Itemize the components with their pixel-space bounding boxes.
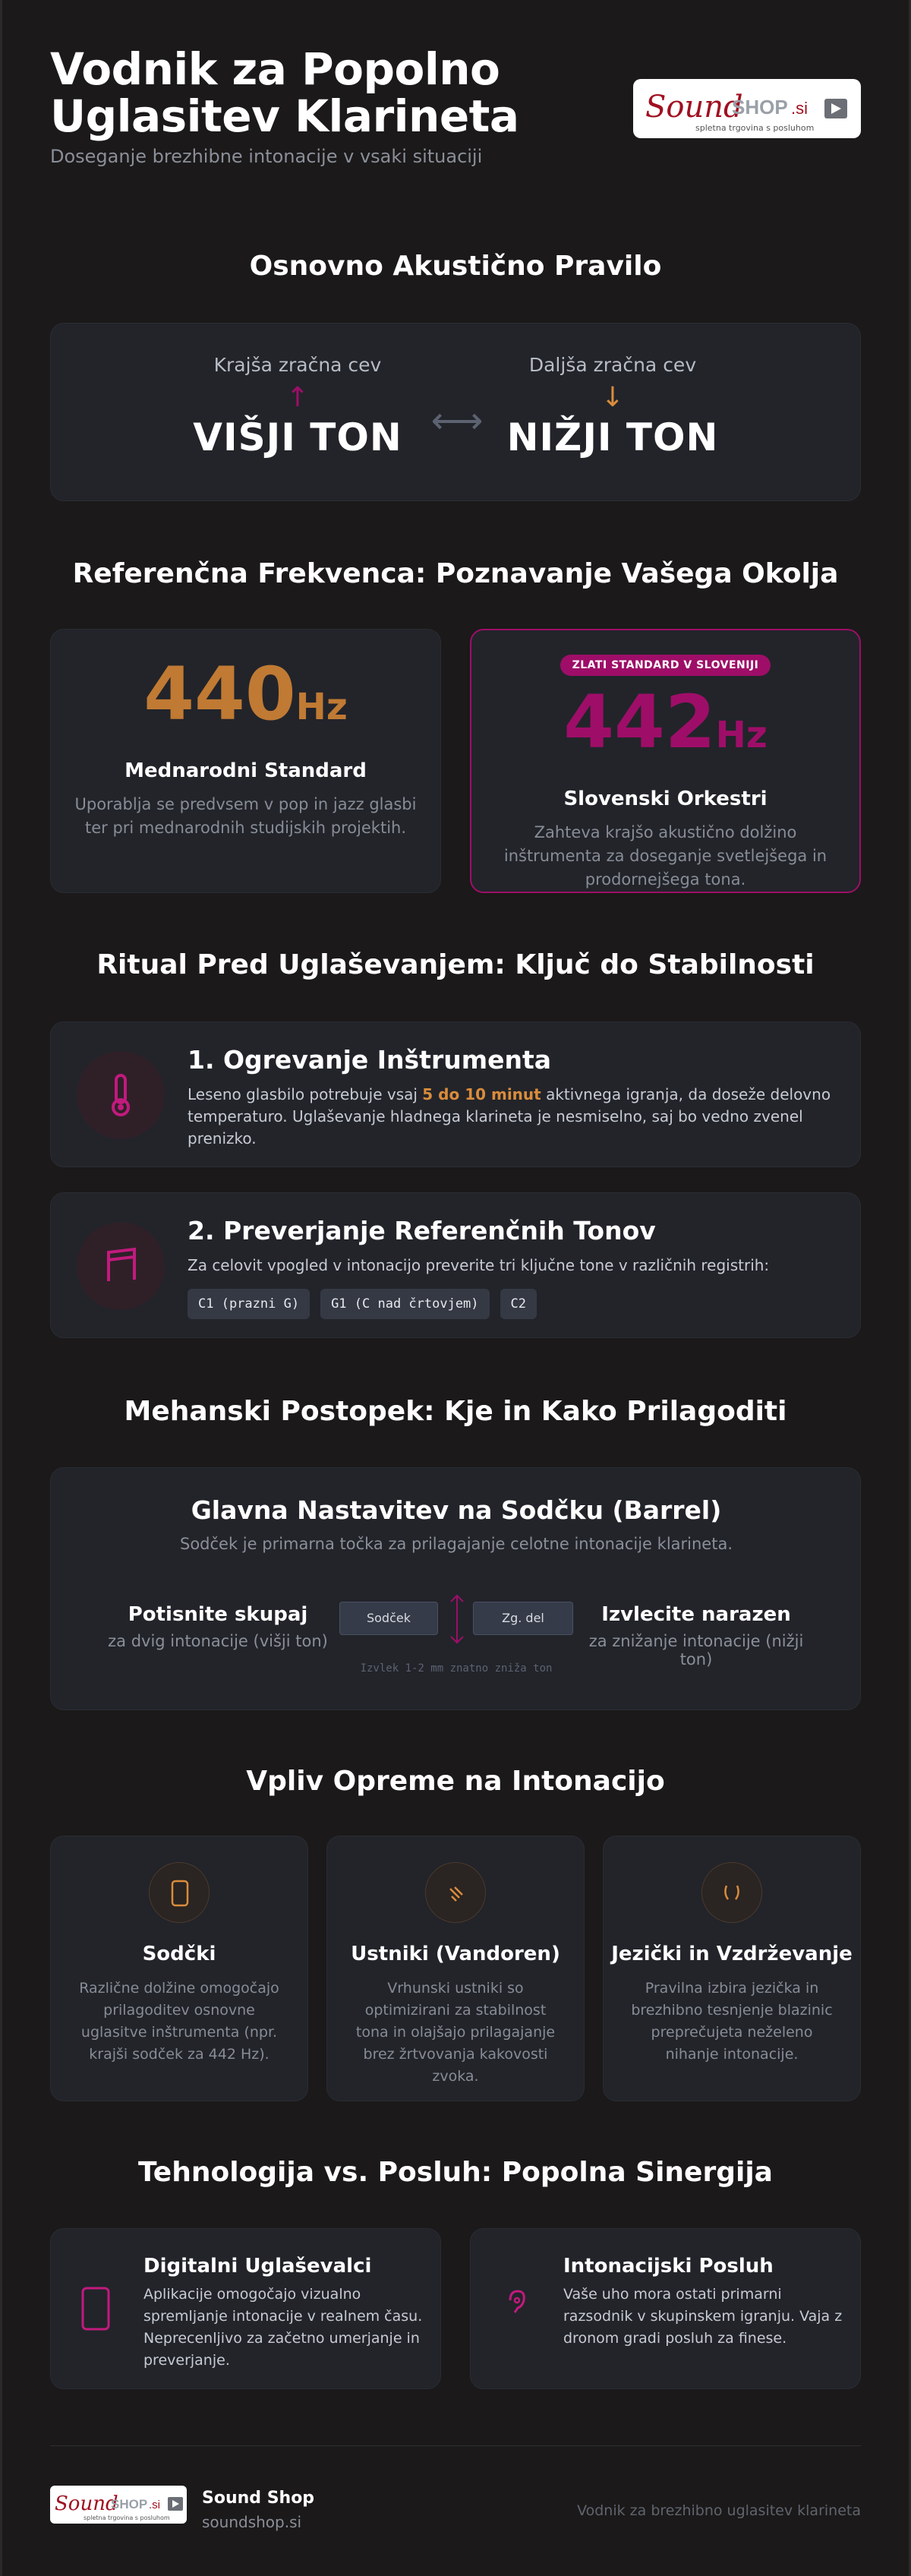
equipment-title-1: Ustniki (Vandoren) [351,1943,560,1965]
tone-chip: C1 (prazni G) [188,1289,310,1319]
push-together [104,1603,332,1650]
freq-440-value: 440Hz [143,652,348,737]
equipment-text-0: Različne dolžine omogočajo prilagoditev osnovne uglasitve inštrumenta (npr. krajši sodček za 442 Hz). [79,1980,279,2063]
equipment-card [50,1836,308,2101]
freq-442-value: 442Hz [563,680,768,765]
soundshop-logo[interactable] [633,79,861,138]
pull-apart [582,1603,810,1668]
arrow-up-icon: ↑ [285,382,310,413]
upper-joint-segment: Zg. del [473,1602,573,1635]
barrel-icon [149,1862,210,1923]
rule-left-label: Krajša zračna cev [213,354,382,376]
equipment-title: Vpliv Opreme na Intonacijo [246,1766,665,1797]
technology-title: Tehnologija vs. Posluh: Popolna Sinergija [138,2157,773,2188]
footer-site-link[interactable]: soundshop.si [202,2513,302,2531]
page-subtitle: Doseganje brezhibne intonacije v vsaki situaciji [50,146,483,167]
footer-logo-graphic [50,2486,187,2524]
logo-tagline: spletna trgovina s posluhom [695,123,815,133]
rule-title: Osnovno Akustično Pravilo [249,251,662,282]
freq-442-heading: Slovenski Orkestri [563,788,768,810]
barrel-note: Izvlek 1-2 mm znatno zniža ton [360,1662,553,1675]
tone-chip: G1 (C nad črtovjem) [320,1289,489,1319]
step1-heading: 1. Ogrevanje Inštrumenta [188,1045,552,1075]
push-title: Potisnite skupaj [128,1603,308,1626]
logo-brand2: SHOP [732,96,788,118]
step2-text: Za celovit vpogled v intonacijo preverite tri ključne tone v različnih registrih: [188,1256,770,1274]
arrow-down-icon: ↓ [601,382,625,413]
ear-training-card [470,2228,861,2389]
freq-442-text: Zahteva krajšo akustično dolžino inštrumenta za doseganje svetlejšega in prodornejšega tona. [503,823,827,889]
frequency-section [50,558,861,900]
gold-standard-badge: ZLATI STANDARD V SLOVENIJI [560,655,771,676]
equipment-card [603,1836,861,2101]
frequency-title: Referenčna Frekvenca: Poznavanje Vašega Okolja [72,558,839,589]
barrel-lead: Sodček je primarna točka za prilagajanje celotne intonacije klarineta. [180,1535,733,1553]
pull-title: Izvlecite narazen [601,1603,791,1626]
ritual-section [50,949,861,1344]
footer [50,2445,861,2529]
step-reference-tones [50,1192,861,1338]
reed-icon [701,1862,762,1923]
pull-text: za znižanje intonacije (nižji ton) [588,1632,804,1668]
rule-left [169,324,427,459]
ritual-title: Ritual Pred Uglaševanjem: Ključ do Stabilnosti [96,949,815,980]
technology-section [50,2157,861,2400]
thermometer-icon [77,1051,165,1139]
tone-chips [188,1289,840,1319]
equipment-title-2: Jezički in Vzdrževanje [611,1943,853,1965]
page-title: Vodnik za Popolno Uglasitev Klarineta [50,43,519,142]
digital-tuner-card [50,2228,441,2389]
smartphone-icon [78,2287,113,2332]
rule-right-value: NIŽJI TON [506,415,719,459]
equipment-card [326,1836,585,2101]
footer-tagline: Vodnik za brezhibno uglasitev klarineta [577,2502,861,2519]
ear-text: Vaše uho mora ostati primarni razsodnik v skupinskem igranju. Vaja z dronom gradi posluh za finese. [563,2286,843,2347]
footer-name: Sound Shop [202,2489,315,2508]
freq-card-442 [470,629,861,893]
adjust-arrows-icon [444,1593,470,1646]
rule-section [50,251,861,509]
freq-440-text: Uporablja se predvsem v pop in jazz glasbi ter pri mednarodnih studijskih projektih. [74,795,417,837]
freq-card-440 [50,629,441,893]
equipment-text-2: Pravilna izbira jezička in brezhibno tesnjenje blazinic preprečujeta neželeno nihanje intonacije. [631,1980,833,2063]
step2-heading: 2. Preverjanje Referenčnih Tonov [188,1216,656,1245]
step-warmup [50,1021,861,1167]
equipment-section [50,1766,861,2115]
music-note-icon [77,1222,165,1310]
svg-text:.si: .si [149,2499,160,2511]
barrel-title: Glavna Nastavitev na Sodčku (Barrel) [191,1495,722,1525]
tone-chip: C2 [500,1289,537,1319]
rule-right [484,324,742,459]
ear-title: Intonacijski Posluh [563,2255,774,2278]
equipment-text-1: Vrhunski ustniki so optimizirani za stabilnost tona in olajšajo prilagajanje brez žrtvovanja kakovosti zvoka. [355,1980,556,2085]
footer-logo[interactable] [50,2486,187,2524]
rule-card [50,323,861,501]
header [50,43,861,175]
svg-text:SHOP: SHOP [111,2497,148,2511]
mechanics-section [50,1396,861,1715]
svg-text:Sound: Sound [55,2492,118,2515]
logo-graphic [642,84,852,134]
digital-text: Aplikacije omogočajo vizualno spremljanje intonacije v realnem času. Neprecenljivo za začetno umerjanje in preverjanje. [143,2286,423,2369]
ear-icon [498,2282,533,2328]
svg-text:spletna trgovina s posluhom: spletna trgovina s posluhom [84,2514,170,2521]
equipment-title-0: Sodčki [142,1943,216,1965]
mechanics-title: Mehanski Postopek: Kje in Kako Prilagoditi [124,1396,787,1427]
step1-text: Leseno glasbilo potrebuje vsaj 5 do 10 minut aktivnega igranja, da doseže delovno temperaturo. Uglaševanje hladnega klarineta je nesmiselno, saj bo vedno zvenel prenizko. [188,1085,831,1148]
digital-title: Digitalni Uglaševalci [143,2255,372,2278]
push-text: za dvig intonacije (višji ton) [108,1632,328,1650]
rule-right-label: Daljša zračna cev [528,354,697,376]
swap-arrows-icon: ⟷ [430,399,484,442]
barrel-segment: Sodček [339,1602,438,1635]
rule-left-value: VIŠJI TON [193,415,402,459]
freq-440-heading: Mednarodni Standard [125,759,367,782]
step1-highlight: 5 do 10 minut [422,1085,541,1103]
logo-tld: .si [791,99,808,118]
barrel-card [50,1467,861,1710]
logo-brand: Sound [645,90,743,125]
mouthpiece-icon [425,1862,486,1923]
